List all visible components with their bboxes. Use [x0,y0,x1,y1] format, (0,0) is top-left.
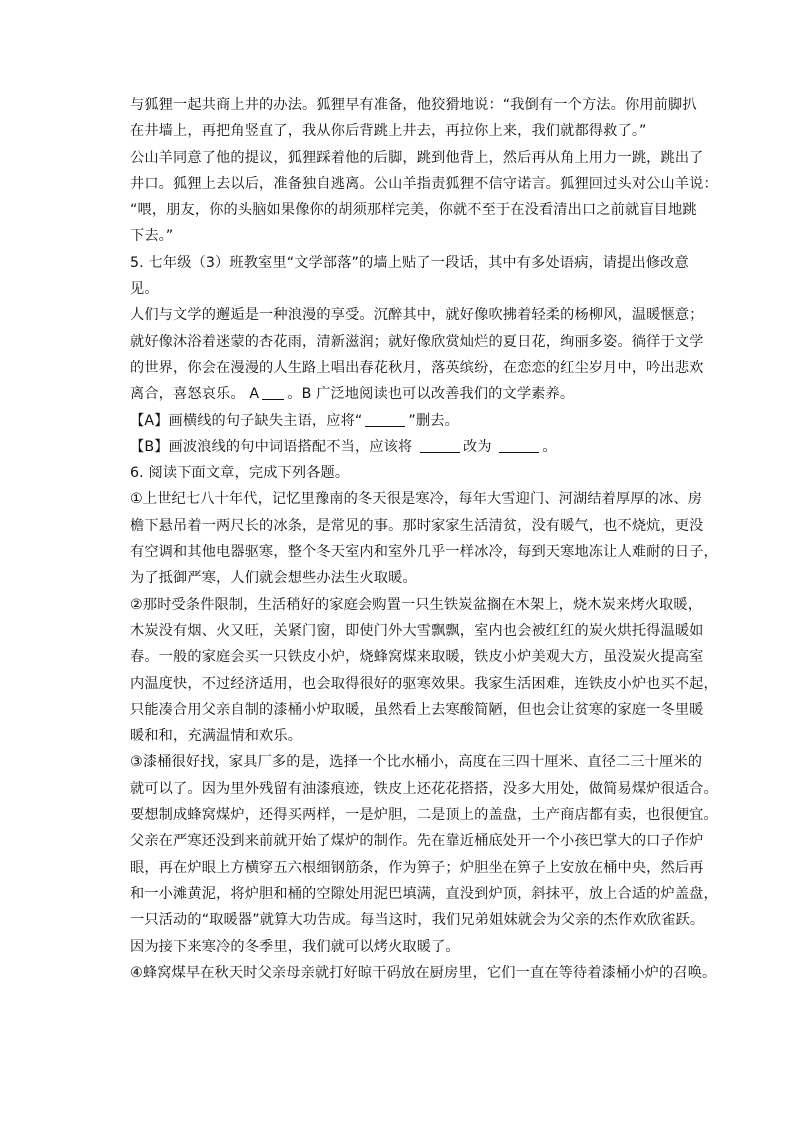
text-line: 井口。狐狸上去以后，准备独自逃离。公山羊指责狐狸不信守诺言。狐狸回过头对公山羊说： [130,175,718,192]
answer-blank[interactable] [420,438,460,453]
text-line: ④蜂窝煤早在秋天时父亲母亲就打好晾干码放在厨房里，它们一直在等待着漆桶小炉的召唤。 [130,964,717,981]
text-segment: 【B】画波浪线的句中词语搭配不当，应该将 [130,438,413,455]
text-line: 的世界，你会在漫漫的人生路上唱出春花秋月，落英缤纷，在恋恋的红尘岁月中，吟出悲欢 [130,359,704,376]
text-line: 在井墙上，再把角竖直了，我从你后背跳上井去，再拉你上来，我们就都得救了。” [130,123,647,140]
text-line: “喂，朋友，你的头脑如果像你的胡须那样完美，你就不至于在没看清出口之前就盲目地跳 [130,202,697,219]
text-line: ①上世纪七八十年代，记忆里豫南的冬天很是寒冷，每年大雪迎门、河湖结着厚厚的冰、房 [130,491,703,508]
text-line: 只能凑合用父亲自制的漆桶小炉取暖，虽然看上去寒酸简陋，但也会让贫寒的家庭一冬里暖 [130,701,704,718]
text-line: 暖和和，充满温情和欢乐。 [130,728,303,745]
label-a: A [249,386,260,403]
text-line: 下去。” [130,228,174,245]
text-line: 眼，再在炉眼上方横穿五六根细钢筋条，作为箅子；炉胆坐在箅子上安放在桶中央，然后再 [130,859,704,876]
document-page [130,92,718,986]
text-segment: ”删去。 [408,412,459,429]
text-segment: 离合，喜怒哀乐。 [130,386,245,403]
text-line: ②那时受条件限制，生活稍好的家庭会购置一只生铁炭盆搁在木架上，烧木炭来烤火取暖， [130,596,703,613]
text-line: 一只活动的“取暖器”就算大功告成。每当这时，我们兄弟姐妹就会为父亲的杰作欢欣雀跃。 [130,912,705,929]
answer-blank[interactable] [262,385,284,400]
text-line: 要想制成蜂窝煤炉，还得买两样，一是炉胆，二是顶上的盖盘，土产商店都有卖，也很便宜。 [130,807,718,824]
answer-blank[interactable] [499,438,539,453]
option-b-line [130,434,710,460]
text-segment: 【A】画横线的句子缺失主语，应将“ [130,412,363,429]
text-line: ③漆桶很好找，家具厂多的是，选择一个比水桶小，高度在三四十厘米、直径二三十厘米的 [130,754,703,771]
text-line: 因为接下来寒冷的冬季里，我们就可以烤火取暖了。 [130,938,460,955]
text-line: 木炭没有烟、火又旺，关紧门窗，即使门外大雪飘飘，室内也会被红红的炭火烘托得温暖如 [130,622,704,639]
text-line: 父亲在严寒还没到来前就开始了煤炉的制作。先在靠近桶底处开一个小孩巴掌大的口子作炉 [130,833,704,850]
text-line: 公山羊同意了他的提议，狐狸踩着他的后脚，跳到他背上，然后再从角上用力一跳，跳出了 [130,149,704,166]
text-line: 人们与文学的邂逅是一种浪漫的享受。沉醉其中，就好像吹拂着轻柔的杨柳风，温暖惬意； [130,307,704,324]
text-line: 就好像沐浴着迷蒙的杏花雨，清新滋润；就好像欣赏灿烂的夏日花，绚丽多姿。徜徉于文学 [130,333,704,350]
text-line: 见。 [130,281,159,298]
text-line: 内温度快，不过经济适用，也会取得很好的驱寒效果。我家生活困难，连铁皮小炉也买不起， [130,675,718,692]
text-line: 春。一般的家庭会买一只铁皮小炉，烧蜂窝煤来取暖，铁皮小炉美观大方，虽没炭火提高室 [130,649,704,666]
question-5-line: 5. 七年级（3）班教室里“文学部落”的墙上贴了一段话，其中有多处语病，请提出修改意 [130,254,689,271]
text-line [130,381,710,407]
option-a-line [130,408,710,434]
answer-blank[interactable] [365,412,405,427]
text-line: 就可以了。因为里外残留有油漆痕迹，铁皮上还花花搭搭，没多大用处，做简易煤炉很适合。 [130,780,718,797]
text-line: 与狐狸一起共商上井的办法。狐狸早有准备，他狡猾地说：“我倒有一个方法。你用前脚扒 [130,97,697,113]
text-line: 和一小滩黄泥，将炉胆和桶的空隙处用泥巴填满，直没到炉顶，斜抹平，放上合适的炉盖盘， [130,885,718,902]
question-6-line: 6. 阅读下面文章，完成下列各题。 [130,465,350,482]
text-line: 有空调和其他电器驱寒，整个冬天室内和室外几乎一样冰冷，每到天寒地冻让人难耐的日子， [130,544,718,561]
text-line: 檐下悬吊着一两尺长的冰条，是常见的事。那时家家生活清贫，没有暖气，也不烧炕，更没 [130,517,704,534]
text-line: 为了抵御严寒，人们就会想些办法生火取暖。 [130,570,417,587]
text-segment: 。B 广泛地阅读也可以改善我们的文学素养。 [287,386,575,403]
text-segment: 。 [542,438,557,455]
text-segment: 改为 [462,438,492,455]
